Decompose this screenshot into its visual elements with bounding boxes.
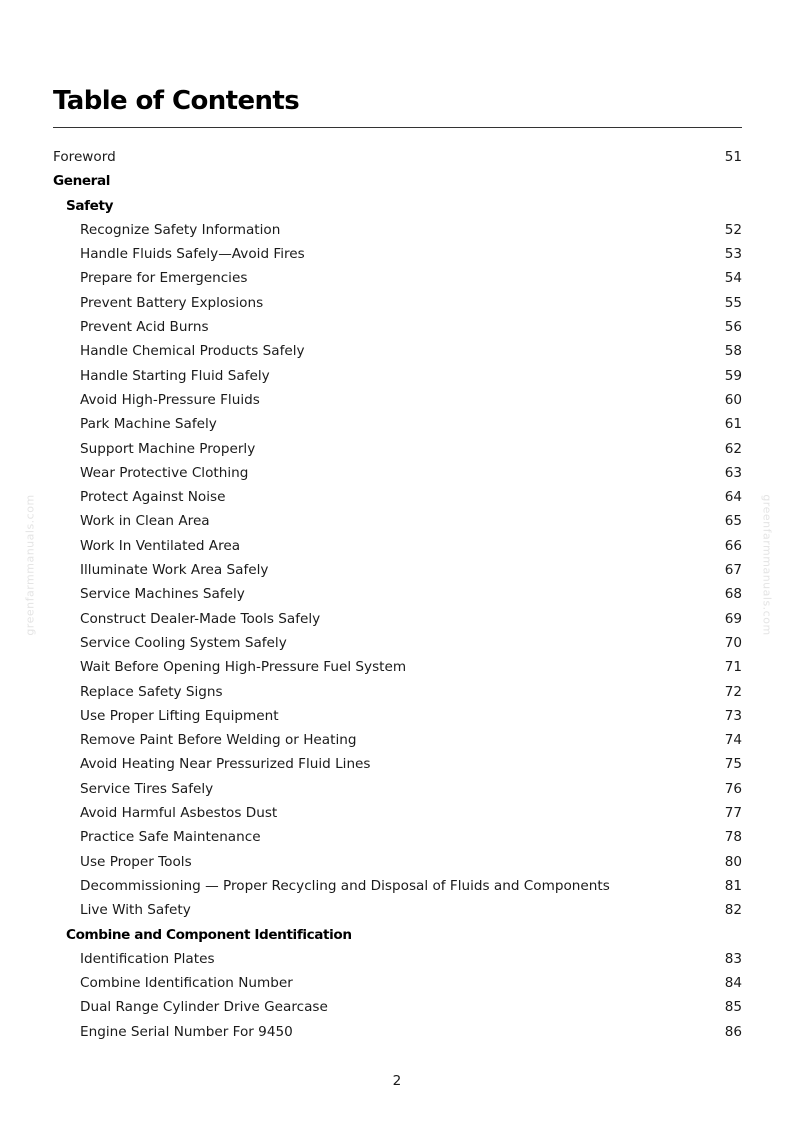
toc-entry-label[interactable]: Remove Paint Before Welding or Heating [80, 732, 357, 749]
toc-section-heading [53, 169, 742, 193]
toc-entry-page-number[interactable]: 71 [724, 659, 742, 676]
toc-entry-label[interactable]: Prevent Battery Explosions [80, 294, 264, 311]
toc-entry[interactable] [53, 242, 742, 266]
toc-entry-label[interactable]: Prevent Acid Burns [80, 319, 209, 336]
toc-entry-label[interactable]: Illuminate Work Area Safely [80, 562, 269, 579]
toc-entry[interactable] [53, 1020, 742, 1044]
toc-entry-label[interactable]: Avoid Harmful Asbestos Dust [80, 805, 278, 822]
toc-entry[interactable] [53, 412, 742, 436]
toc-entry[interactable] [53, 509, 742, 533]
toc-entry-page-number[interactable]: 72 [724, 683, 742, 700]
toc-entry-page-number[interactable]: 86 [724, 1023, 742, 1040]
toc-entry-page-number[interactable]: 61 [724, 416, 742, 433]
watermark-left: greenfarmmanuals.com [23, 494, 37, 636]
toc-entry-page-number[interactable]: 51 [724, 149, 742, 165]
toc-entry-page-number[interactable]: 55 [724, 294, 742, 311]
toc-entry-label[interactable]: Use Proper Tools [80, 853, 192, 870]
toc-entry[interactable] [53, 728, 742, 752]
toc-entry-label[interactable]: Wait Before Opening High-Pressure Fuel System [80, 659, 407, 676]
toc-entry-label: Safety [66, 197, 114, 214]
toc-entry-label[interactable]: Engine Serial Number For 9450 [80, 1023, 293, 1040]
toc-entry-label[interactable]: Handle Starting Fluid Safely [80, 367, 270, 384]
toc-section-heading [53, 923, 742, 947]
toc-entry-page-number[interactable]: 80 [724, 853, 742, 870]
toc-entry-page-number[interactable]: 77 [724, 805, 742, 822]
toc-entry-page-number[interactable]: 78 [724, 829, 742, 846]
toc-entry-label[interactable]: Identification Plates [80, 950, 215, 967]
toc-entry-page-number[interactable]: 66 [724, 537, 742, 554]
toc-entry-label[interactable]: Handle Chemical Products Safely [80, 343, 305, 360]
toc-entry-page-number[interactable]: 52 [724, 221, 742, 238]
toc-entry-page-number[interactable]: 83 [724, 950, 742, 967]
toc-entry-label[interactable]: Avoid High-Pressure Fluids [80, 391, 260, 408]
toc-entry-label[interactable]: Prepare for Emergencies [80, 270, 248, 287]
toc-entry[interactable] [53, 801, 742, 825]
toc-entry[interactable] [53, 364, 742, 388]
toc-entry-label[interactable]: Live With Safety [80, 902, 191, 919]
toc-entry[interactable] [53, 850, 742, 874]
toc-entry-page-number[interactable]: 64 [724, 489, 742, 506]
toc-entry[interactable] [53, 704, 742, 728]
toc-entry-page-number[interactable]: 58 [724, 343, 742, 360]
toc-entry-page-number[interactable]: 59 [724, 367, 742, 384]
toc-entry-page-number[interactable]: 56 [724, 319, 742, 336]
toc-entry-page-number[interactable]: 85 [724, 999, 742, 1016]
toc-entry[interactable] [53, 461, 742, 485]
toc-entry-label: General [53, 173, 111, 190]
toc-entry[interactable] [53, 777, 742, 801]
title-divider [53, 127, 742, 128]
toc-entry-page-number[interactable]: 60 [724, 391, 742, 408]
toc-entry-page-number[interactable]: 76 [724, 780, 742, 797]
toc-entry-page-number[interactable]: 63 [724, 464, 742, 481]
toc-entry[interactable] [53, 898, 742, 922]
toc-entry-label[interactable]: Park Machine Safely [80, 416, 217, 433]
toc-entry-label[interactable]: Practice Safe Maintenance [80, 829, 261, 846]
toc-entry-page-number[interactable]: 69 [724, 610, 742, 627]
toc-entry[interactable] [53, 995, 742, 1019]
toc-entry-label[interactable]: Protect Against Noise [80, 489, 226, 506]
toc-entry-page-number[interactable]: 84 [724, 975, 742, 992]
toc-entry-page-number[interactable]: 65 [724, 513, 742, 530]
toc-entry-label[interactable]: Construct Dealer-Made Tools Safely [80, 610, 321, 627]
toc-entry-label[interactable]: Avoid Heating Near Pressurized Fluid Lines [80, 756, 371, 773]
toc-entry-label[interactable]: Work in Clean Area [80, 513, 210, 530]
toc-entry[interactable] [53, 631, 742, 655]
toc-entry[interactable] [53, 534, 742, 558]
toc-entry[interactable] [53, 485, 742, 509]
toc-entry-label[interactable]: Service Cooling System Safely [80, 634, 287, 651]
toc-entry[interactable] [53, 607, 742, 631]
toc-entry[interactable] [53, 752, 742, 776]
toc-entry[interactable] [53, 680, 742, 704]
toc-entry[interactable] [53, 339, 742, 363]
toc-entry-label[interactable]: Dual Range Cylinder Drive Gearcase [80, 999, 328, 1016]
toc-entry[interactable] [53, 315, 742, 339]
toc-entry[interactable] [53, 971, 742, 995]
toc-entry-label[interactable]: Foreword [53, 149, 116, 165]
toc-entry-page-number[interactable]: 81 [724, 877, 742, 894]
toc-section-heading [53, 194, 742, 218]
toc-entry[interactable] [53, 218, 742, 242]
toc-entry-label[interactable]: Work In Ventilated Area [80, 537, 241, 554]
toc-entry[interactable] [53, 291, 742, 315]
toc-entry-label[interactable]: Service Machines Safely [80, 586, 245, 603]
page-number: 2 [392, 1073, 402, 1089]
toc-entry[interactable] [53, 437, 742, 461]
toc-entry-label[interactable]: Support Machine Properly [80, 440, 256, 457]
toc-entry-label[interactable]: Decommissioning — Proper Recycling and Disposal of Fluids and Components [80, 877, 610, 894]
toc-entry-page-number[interactable]: 62 [724, 440, 742, 457]
toc-entry-page-number[interactable]: 53 [724, 246, 742, 263]
toc-entry[interactable] [53, 947, 742, 971]
toc-entry-page-number[interactable]: 75 [724, 756, 742, 773]
page-title: Table of Contents [53, 86, 300, 116]
toc-entry-label[interactable]: Recognize Safety Information [80, 221, 281, 238]
toc-entry[interactable] [53, 655, 742, 679]
toc-entry-page-number[interactable]: 70 [724, 634, 742, 651]
toc-entry-page-number[interactable]: 54 [724, 270, 742, 287]
toc-entry-label[interactable]: Use Proper Lifting Equipment [80, 707, 279, 724]
toc-entry-page-number[interactable]: 74 [724, 732, 742, 749]
toc-entry-label[interactable]: Replace Safety Signs [80, 683, 223, 700]
toc-entry-label: Combine and Component Identification [66, 926, 352, 943]
toc-entry[interactable] [53, 874, 742, 898]
toc-entry-page-number[interactable]: 82 [724, 902, 742, 919]
toc-entry-label[interactable]: Combine Identification Number [80, 975, 293, 992]
toc-entry[interactable] [53, 558, 742, 582]
toc-entry-label[interactable]: Handle Fluids Safely—Avoid Fires [80, 246, 305, 263]
toc-entry-page-number[interactable]: 73 [724, 707, 742, 724]
toc-entry-label[interactable]: Wear Protective Clothing [80, 464, 249, 481]
toc-entry-page-number[interactable]: 68 [724, 586, 742, 603]
toc-entry-page-number[interactable]: 67 [724, 562, 742, 579]
toc-entry-label[interactable]: Service Tires Safely [80, 780, 214, 797]
toc-entry[interactable] [53, 388, 742, 412]
toc-entry[interactable] [53, 266, 742, 290]
toc-entry[interactable] [53, 582, 742, 606]
toc-entry[interactable] [53, 825, 742, 849]
watermark-right: greenfarmmanuals.com [760, 494, 774, 636]
toc-entry[interactable] [53, 145, 742, 169]
toc-list [53, 145, 742, 1044]
